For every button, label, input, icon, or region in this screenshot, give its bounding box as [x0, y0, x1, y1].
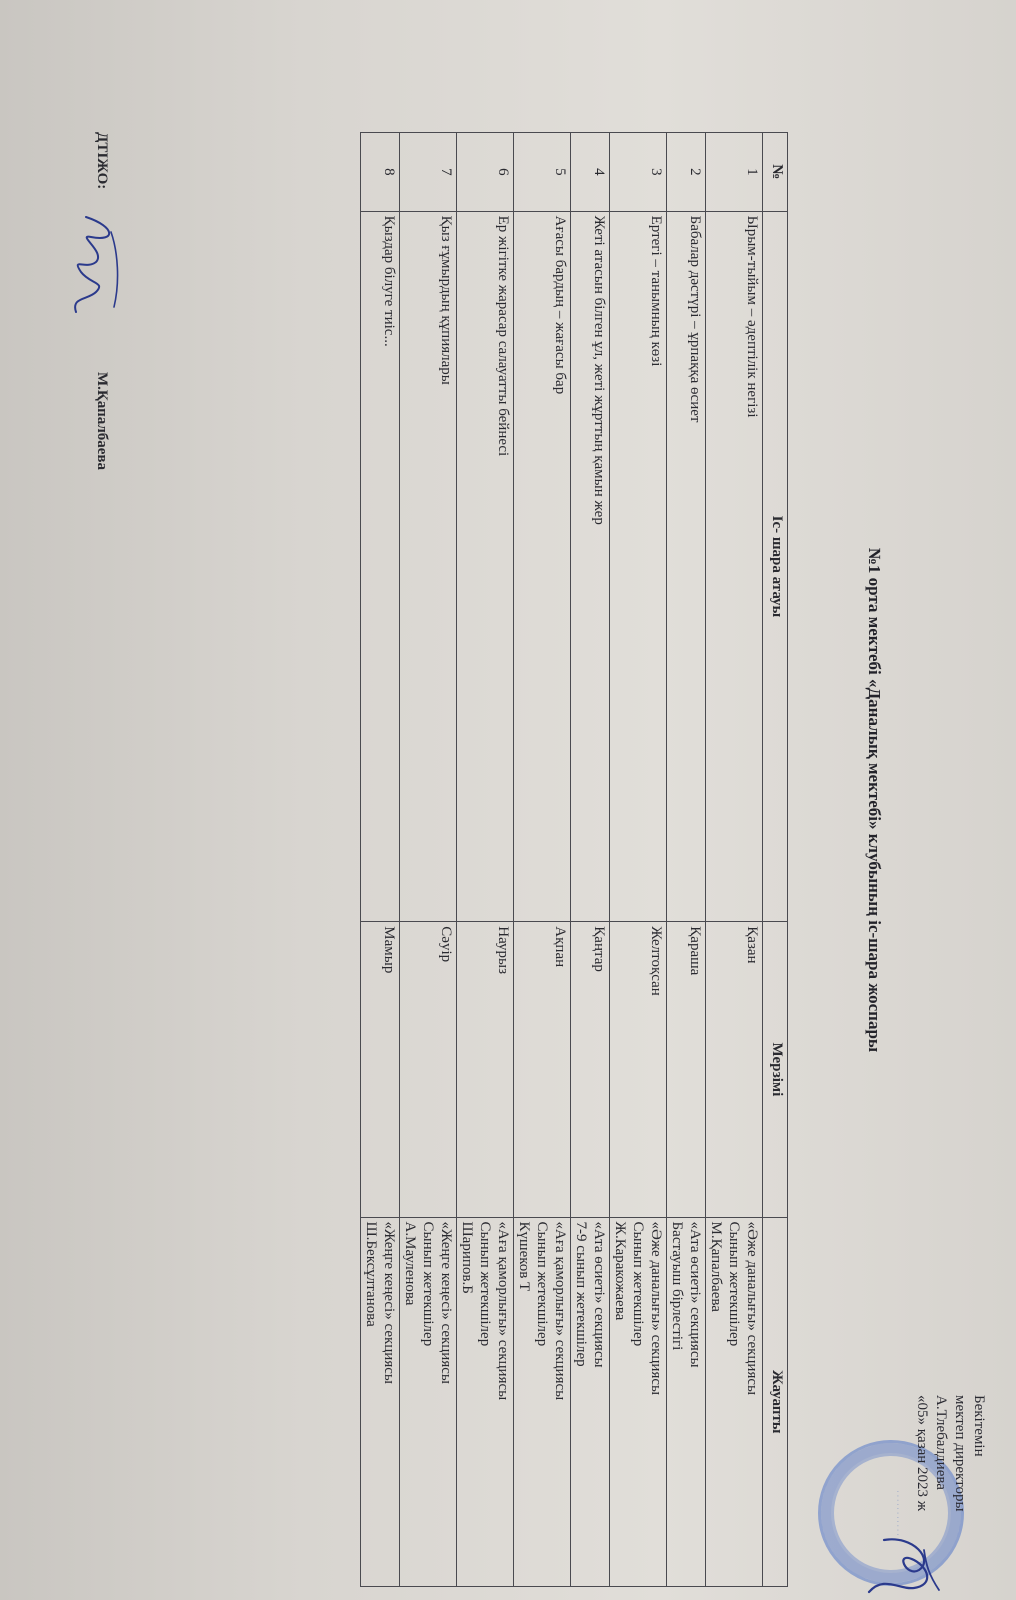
- header-responsible: Жауапты: [763, 1217, 788, 1586]
- responsible-line: Сынып жетекшілер: [534, 1221, 550, 1347]
- document-title: №1 орта мектебі «Даналық мектебі» клубының іс-шара жоспары: [865, 547, 884, 1053]
- header-number: №: [763, 133, 788, 212]
- deputy-signature: [56, 212, 126, 322]
- row-responsible: [400, 1217, 457, 1586]
- approval-line-name: А.Тлебалдиева: [933, 1395, 949, 1490]
- table-row: [610, 133, 667, 1587]
- responsible-line: А.Мауленова: [402, 1221, 418, 1306]
- table-row: [571, 133, 610, 1587]
- header-deadline: Мерзімі: [763, 922, 788, 1217]
- responsible-line: «Ата өсиеті» секциясы: [687, 1221, 703, 1368]
- responsible-line: «Аға қаморлығы» секциясы: [552, 1221, 568, 1401]
- responsible-line: Бастауыш бірлестігі: [669, 1221, 685, 1351]
- table-row: [667, 133, 706, 1587]
- row-event-name: Ағасы бардың – жағасы бар: [514, 211, 571, 922]
- responsible-line: «Аға қаморлығы» секциясы: [495, 1221, 511, 1401]
- row-event-name: Ер жігітке жарасар салауатты бейнесі: [457, 211, 514, 922]
- responsible-line: «Жеңге кеңесі» секциясы: [438, 1221, 454, 1384]
- row-deadline: Қаңтар: [571, 922, 610, 1217]
- table-row: [706, 133, 763, 1587]
- table-header-row: [763, 133, 788, 1587]
- responsible-line: Ж.Каракожаева: [612, 1221, 628, 1321]
- responsible-line: «Жеңге кеңесі» секциясы: [381, 1221, 397, 1384]
- row-responsible: [610, 1217, 667, 1586]
- seal-lettering: · · · · · · · · · · ·: [894, 1490, 901, 1536]
- row-deadline: Қараша: [667, 922, 706, 1217]
- responsible-line: М.Қапалбаева: [708, 1221, 724, 1312]
- row-event-name: Қыз ғұмырдың құпиялары: [400, 211, 457, 922]
- header-event-name: Іс- шара атауы: [763, 211, 788, 922]
- table-row: [457, 133, 514, 1587]
- row-event-name: Ырым-тыйым – әдептілік негізі: [706, 211, 763, 922]
- row-number: 1: [706, 133, 763, 212]
- responsible-line: Сынып жетекшілер: [477, 1221, 493, 1347]
- table-row: [514, 133, 571, 1587]
- row-responsible: [706, 1217, 763, 1586]
- row-event-name: Бабалар дәстүрі – ұрпаққа өсиет: [667, 211, 706, 922]
- row-event-name: Ертегі – танымның көзі: [610, 211, 667, 922]
- row-deadline: Наурыз: [457, 922, 514, 1217]
- approval-line-approve: Бекітемін: [971, 1395, 987, 1457]
- responsible-line: «Әже даналығы» секциясы: [744, 1221, 760, 1396]
- row-responsible: [361, 1217, 400, 1586]
- row-deadline: Ақпан: [514, 922, 571, 1217]
- row-number: 7: [400, 133, 457, 212]
- responsible-line: «Ата өсиеті» секциясы: [591, 1221, 607, 1368]
- row-number: 8: [361, 133, 400, 212]
- table-row: [361, 133, 400, 1587]
- row-event-name: Қыздар білуге тиіс...: [361, 211, 400, 922]
- row-number: 6: [457, 133, 514, 212]
- row-deadline: Қазан: [706, 922, 763, 1217]
- footer-signature-block: [36, 132, 126, 832]
- table-row: [400, 133, 457, 1587]
- row-number: 2: [667, 133, 706, 212]
- row-responsible: [514, 1217, 571, 1586]
- responsible-line: 7-9 сынып жетекшілер: [573, 1221, 589, 1367]
- responsible-line: Шарипов.Б: [459, 1221, 475, 1294]
- event-plan-table: [360, 132, 788, 1587]
- approval-line-date: «05» қазан 2023 ж: [914, 1395, 930, 1512]
- row-deadline: Желтоқсан: [610, 922, 667, 1217]
- row-deadline: Мамыр: [361, 922, 400, 1217]
- responsible-line: «Әже даналығы» секциясы: [648, 1221, 664, 1396]
- footer-label: ДТІЖО:: [94, 132, 110, 190]
- row-deadline: Сәуір: [400, 922, 457, 1217]
- responsible-line: Сынып жетекшілер: [630, 1221, 646, 1347]
- row-responsible: [457, 1217, 514, 1586]
- row-number: 5: [514, 133, 571, 212]
- footer-name: М.Қапалбаева: [94, 372, 110, 471]
- responsible-line: Сынып жетекшілер: [726, 1221, 742, 1347]
- responsible-line: Ш.Бексұлтанова: [363, 1221, 379, 1327]
- row-number: 3: [610, 133, 667, 212]
- responsible-line: Сынып жетекшілер: [420, 1221, 436, 1347]
- responsible-line: Күшеков Т: [516, 1221, 532, 1292]
- approval-line-director: мектеп директоры: [952, 1395, 968, 1512]
- row-responsible: [571, 1217, 610, 1586]
- row-responsible: [667, 1217, 706, 1586]
- row-number: 4: [571, 133, 610, 212]
- row-event-name: Жеті атасын білген ұл, жеті жұрттың қамын жер: [571, 211, 610, 922]
